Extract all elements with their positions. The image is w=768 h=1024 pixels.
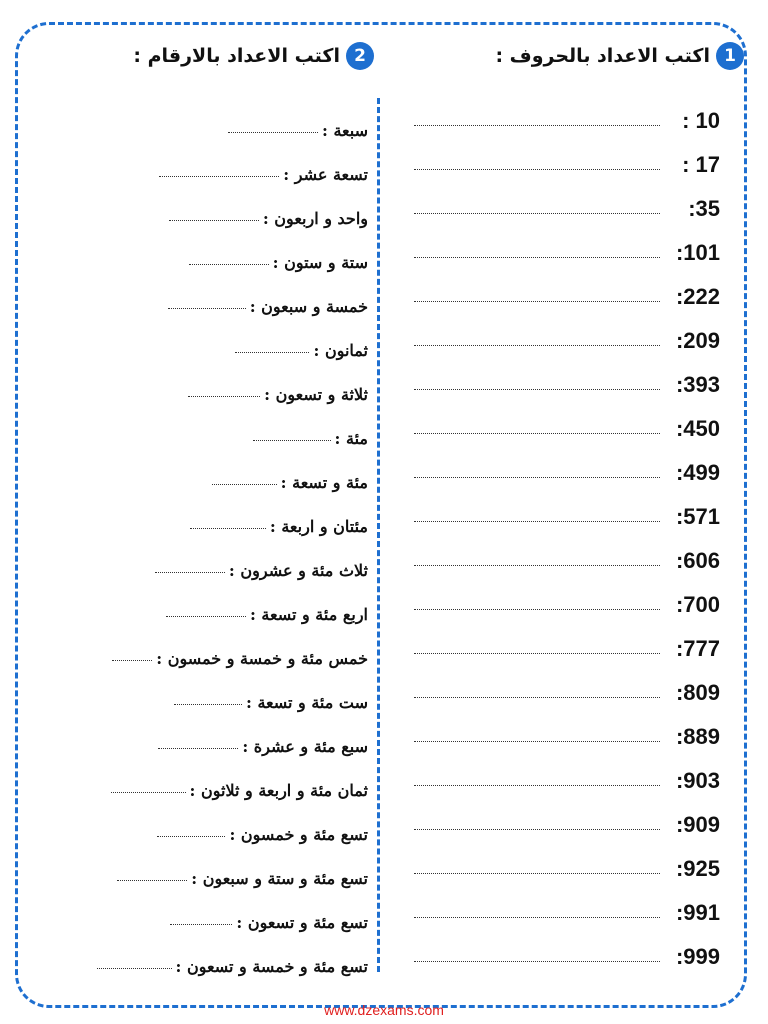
number-label: :571 xyxy=(675,504,720,529)
answer-blank[interactable] xyxy=(159,176,279,177)
number-label: :35 xyxy=(688,196,720,221)
answer-blank[interactable] xyxy=(414,125,660,126)
number-label: :209 xyxy=(675,328,720,353)
answer-blank[interactable] xyxy=(188,396,260,397)
answer-blank[interactable] xyxy=(414,917,660,918)
answer-blank[interactable] xyxy=(414,345,660,346)
number-label: :777 xyxy=(675,636,720,661)
answer-blank[interactable] xyxy=(111,792,186,793)
numbers-to-words-list xyxy=(414,100,720,970)
exercise1-row xyxy=(414,804,720,838)
word-label: ثمان مئة و اربعة و ثلاثون : xyxy=(189,781,368,800)
answer-blank[interactable] xyxy=(169,220,259,221)
number-label: :222 xyxy=(675,284,720,309)
answer-blank[interactable] xyxy=(157,836,225,837)
exercise2-row xyxy=(30,458,368,492)
number-label: :450 xyxy=(675,416,720,441)
answer-blank[interactable] xyxy=(414,873,660,874)
exercise2-row xyxy=(30,238,368,272)
word-label: خمس مئة و خمسة و خمسون : xyxy=(156,649,368,668)
exercise1-row xyxy=(414,188,720,222)
word-label: ثلاثة و تسعون : xyxy=(264,385,368,404)
exercise1-row xyxy=(414,716,720,750)
word-label: ثمانون : xyxy=(313,341,368,360)
section1-heading xyxy=(495,36,744,76)
word-label: مئة : xyxy=(334,429,368,448)
word-label: تسع مئة و خمسون : xyxy=(229,825,368,844)
answer-blank[interactable] xyxy=(414,169,660,170)
answer-blank[interactable] xyxy=(414,741,660,742)
number-label: : 10 xyxy=(682,108,720,133)
exercise2-row xyxy=(30,414,368,448)
answer-blank[interactable] xyxy=(190,528,266,529)
answer-blank[interactable] xyxy=(414,565,660,566)
word-label: اربع مئة و تسعة : xyxy=(249,605,368,624)
exercise1-row xyxy=(414,848,720,882)
answer-blank[interactable] xyxy=(414,389,660,390)
answer-blank[interactable] xyxy=(414,213,660,214)
exercise2-row xyxy=(30,150,368,184)
word-label: تسع مئة و ستة و سبعون : xyxy=(191,869,368,888)
answer-blank[interactable] xyxy=(235,352,309,353)
exercise2-row xyxy=(30,106,368,140)
answer-blank[interactable] xyxy=(158,748,238,749)
number-label: :991 xyxy=(675,900,720,925)
section1-number-badge: 1 xyxy=(716,42,744,70)
exercise2-row xyxy=(30,854,368,888)
exercise1-row xyxy=(414,232,720,266)
word-label: تسع مئة و خمسة و تسعون : xyxy=(175,957,368,976)
exercise1-row xyxy=(414,496,720,530)
column-divider xyxy=(377,98,380,972)
exercise2-row xyxy=(30,898,368,932)
exercise1-row xyxy=(414,100,720,134)
answer-blank[interactable] xyxy=(414,697,660,698)
exercise2-row xyxy=(30,766,368,800)
answer-blank[interactable] xyxy=(228,132,318,133)
word-label: مئتان و اربعة : xyxy=(269,517,368,536)
exercise2-row xyxy=(30,194,368,228)
exercise1-row xyxy=(414,408,720,442)
exercise1-row xyxy=(414,628,720,662)
exercise2-row xyxy=(30,282,368,316)
exercise2-row xyxy=(30,546,368,580)
word-label: ستة و ستون : xyxy=(272,253,368,272)
section2-heading xyxy=(133,36,374,76)
answer-blank[interactable] xyxy=(253,440,331,441)
exercise2-row xyxy=(30,678,368,712)
answer-blank[interactable] xyxy=(168,308,246,309)
word-label: تسعة عشر : xyxy=(283,165,368,184)
footer-website: www.dzexams.com xyxy=(324,1002,444,1018)
section1-title: اكتب الاعداد بالحروف : xyxy=(495,45,710,67)
word-label: سبعة : xyxy=(321,121,368,140)
exercise2-row xyxy=(30,942,368,976)
exercise2-row xyxy=(30,590,368,624)
exercise1-row xyxy=(414,760,720,794)
answer-blank[interactable] xyxy=(414,433,660,434)
exercise2-row xyxy=(30,370,368,404)
word-label: مئة و تسعة : xyxy=(280,473,368,492)
words-to-numbers-list xyxy=(30,106,368,976)
answer-blank[interactable] xyxy=(170,924,232,925)
number-label: :999 xyxy=(675,944,720,969)
word-label: ست مئة و تسعة : xyxy=(245,693,368,712)
word-label: واحد و اربعون : xyxy=(262,209,368,228)
word-label: خمسة و سبعون : xyxy=(249,297,368,316)
word-label: ثلاث مئة و عشرون : xyxy=(228,561,368,580)
exercise1-row xyxy=(414,320,720,354)
number-label: :393 xyxy=(675,372,720,397)
answer-blank[interactable] xyxy=(97,968,172,969)
exercise1-row xyxy=(414,892,720,926)
answer-blank[interactable] xyxy=(414,477,660,478)
number-label: :700 xyxy=(675,592,720,617)
exercise2-row xyxy=(30,722,368,756)
exercise1-row xyxy=(414,276,720,310)
exercise2-row xyxy=(30,326,368,360)
answer-blank[interactable] xyxy=(414,521,660,522)
exercise1-row xyxy=(414,144,720,178)
answer-blank[interactable] xyxy=(117,880,187,881)
number-label: :925 xyxy=(675,856,720,881)
exercise2-row xyxy=(30,502,368,536)
number-label: :903 xyxy=(675,768,720,793)
word-label: سبع مئة و عشرة : xyxy=(242,737,368,756)
number-label: :101 xyxy=(675,240,720,265)
exercise1-row xyxy=(414,584,720,618)
answer-blank[interactable] xyxy=(174,704,242,705)
number-label: :909 xyxy=(675,812,720,837)
number-label: :889 xyxy=(675,724,720,749)
answer-blank[interactable] xyxy=(189,264,269,265)
answer-blank[interactable] xyxy=(414,609,660,610)
number-label: :499 xyxy=(675,460,720,485)
exercise1-row xyxy=(414,364,720,398)
answer-blank[interactable] xyxy=(166,616,246,617)
answer-blank[interactable] xyxy=(112,660,152,661)
answer-blank[interactable] xyxy=(414,257,660,258)
answer-blank[interactable] xyxy=(414,785,660,786)
number-label: : 17 xyxy=(682,152,720,177)
answer-blank[interactable] xyxy=(414,829,660,830)
section2-number-badge: 2 xyxy=(346,42,374,70)
answer-blank[interactable] xyxy=(414,961,660,962)
number-label: :809 xyxy=(675,680,720,705)
section2-title: اكتب الاعداد بالارقام : xyxy=(133,45,340,67)
number-label: :606 xyxy=(675,548,720,573)
exercise1-row xyxy=(414,936,720,970)
answer-blank[interactable] xyxy=(155,572,225,573)
exercise2-row xyxy=(30,634,368,668)
exercise2-row xyxy=(30,810,368,844)
answer-blank[interactable] xyxy=(212,484,277,485)
answer-blank[interactable] xyxy=(414,653,660,654)
answer-blank[interactable] xyxy=(414,301,660,302)
word-label: تسع مئة و تسعون : xyxy=(236,913,368,932)
exercise1-row xyxy=(414,540,720,574)
exercise1-row xyxy=(414,672,720,706)
exercise1-row xyxy=(414,452,720,486)
